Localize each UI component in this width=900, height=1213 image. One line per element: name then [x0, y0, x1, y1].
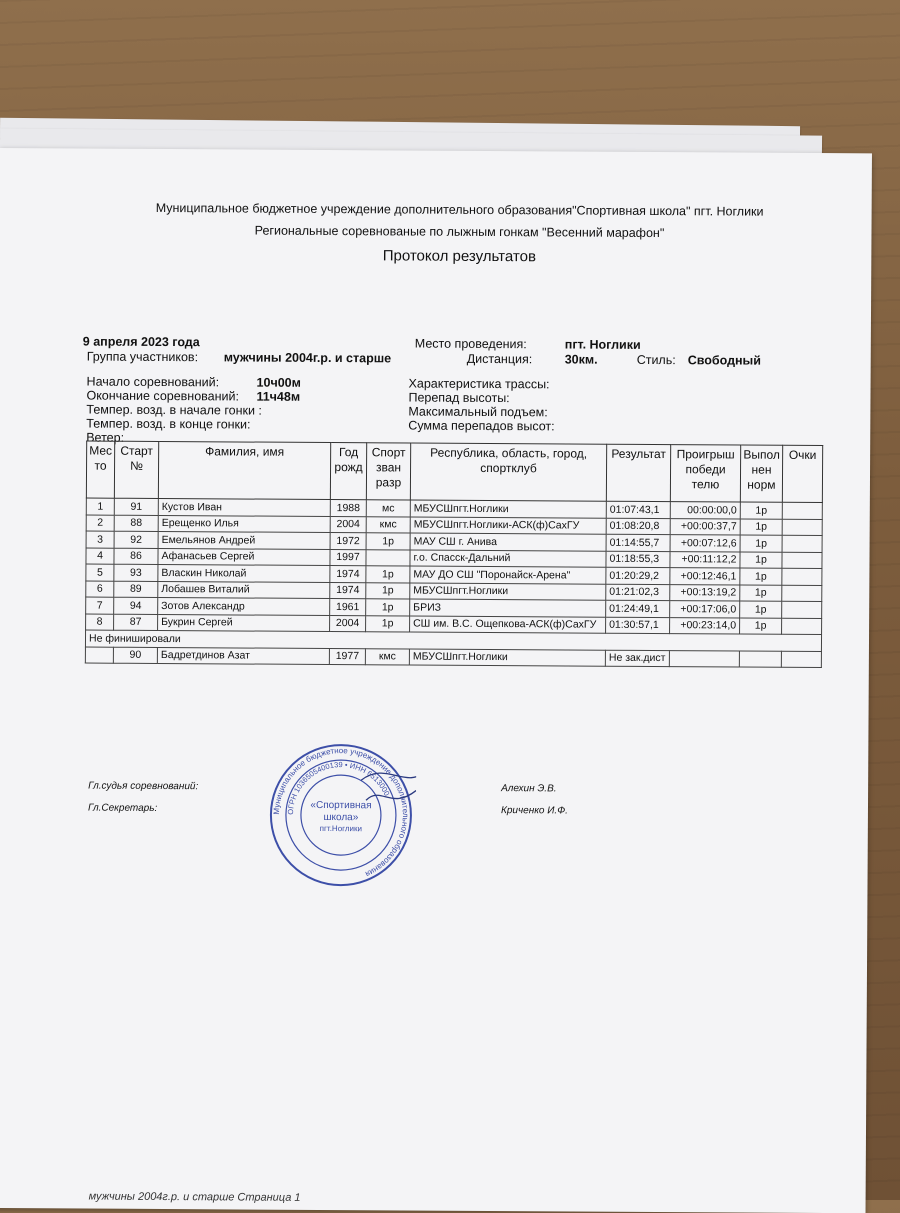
start-value: 10ч00м [256, 375, 301, 390]
group-label: Группа участников: [86, 349, 199, 365]
table-cell: 01:24:49,1 [606, 600, 670, 617]
table-cell: 01:18:55,3 [606, 551, 670, 568]
table-cell [782, 502, 822, 519]
end-label: Окончание соревнований: [86, 388, 240, 404]
organization-title: Муниципальное бюджетное учреждение дополнительного образования"Спортивная школа" пгт. Ноглики [155, 200, 764, 219]
table-cell: МБУСШпгт.Ноглики [410, 500, 606, 518]
table-cell [739, 651, 781, 668]
table-cell: +00:17:06,0 [670, 601, 740, 618]
table-cell: мс [366, 500, 410, 517]
table-cell: 1р [740, 601, 782, 618]
table-cell: +00:12:46,1 [670, 568, 740, 585]
table-cell: Ерещенко Илья [158, 515, 330, 533]
table-cell: 1р [366, 599, 410, 616]
column-header: Республика, область, город, спортклуб [410, 443, 606, 501]
table-cell [85, 647, 113, 664]
svg-text:школа»: школа» [323, 811, 359, 824]
table-cell: 2004 [330, 516, 366, 533]
table-cell [782, 519, 822, 536]
table-cell: Букрин Сергей [158, 614, 330, 632]
table-cell: Не зак.дист [605, 650, 669, 667]
table-cell: 01:08:20,8 [606, 518, 670, 535]
chief-judge-name: Алехин Э.В. [501, 783, 557, 795]
style-label: Стиль: [636, 352, 676, 368]
temp-start-label: Темпер. возд. в начале гонки : [86, 402, 262, 418]
venue-label: Место проведения: [414, 336, 527, 352]
table-cell: 1988 [330, 500, 366, 517]
table-cell: 7 [86, 597, 114, 614]
table-cell [782, 552, 822, 569]
end-value: 11ч48м [256, 389, 301, 404]
table-cell: МАУ ДО СШ "Поронайск-Арена" [410, 566, 606, 584]
table-cell [669, 650, 739, 667]
total-climb-label: Сумма перепадов высот: [408, 418, 555, 434]
table-cell: Кустов Иван [158, 498, 330, 516]
table-cell: 2004 [330, 615, 366, 632]
table-cell: 1972 [330, 533, 366, 550]
svg-text:ОГРН 1036505400139 • ИНН 65130: ОГРН 1036505400139 • ИНН 6513000 [285, 760, 392, 815]
table-cell: +00:00:37,7 [670, 518, 740, 535]
table-cell [782, 535, 822, 552]
table-cell: 1р [740, 502, 782, 519]
table-cell: 2 [86, 515, 114, 532]
table-cell: 93 [114, 564, 158, 581]
table-cell: 1р [366, 566, 410, 583]
table-cell: 1р [366, 615, 410, 632]
table-cell: +00:11:12,2 [670, 551, 740, 568]
column-header: Старт № [114, 441, 158, 498]
column-header: Спорт зван разр [366, 443, 410, 500]
table-header-row [86, 441, 822, 502]
table-cell: +00:13:19,2 [670, 584, 740, 601]
table-cell: СШ им. В.С. Ощепкова-АСК(ф)СахГУ [410, 616, 606, 634]
table-cell: 1974 [330, 582, 366, 599]
table-cell: Зотов Александр [158, 597, 330, 615]
table-cell [782, 601, 822, 618]
table-cell: Власкин Николай [158, 564, 330, 582]
table-cell: 01:14:55,7 [606, 534, 670, 551]
table-cell: 01:21:02,3 [606, 584, 670, 601]
protocol-title: Протокол результатов [382, 247, 536, 266]
table-cell: 1р [740, 552, 782, 569]
column-header: Результат [606, 444, 670, 501]
competition-title: Региональные соревнованые по лыжным гонкам "Весенний марафон" [254, 223, 665, 241]
table-cell: 91 [114, 498, 158, 515]
table-cell: 88 [114, 515, 158, 532]
table-cell: 3 [86, 531, 114, 548]
height-drop-label: Перепад высоты: [408, 390, 510, 406]
column-header: Очки [782, 445, 822, 502]
chief-secretary-name: Криченко И.Ф. [500, 805, 568, 817]
table-cell: 1р [740, 568, 782, 585]
table-cell: 1977 [329, 648, 365, 665]
school-seal-stamp [265, 740, 416, 891]
table-cell: 1р [740, 535, 782, 552]
table-cell: МБУСШпгт.Ноглики [409, 649, 605, 667]
table-cell: 87 [114, 614, 158, 631]
chief-secretary-label: Гл.Секретарь: [87, 802, 158, 814]
table-cell: кмс [365, 648, 409, 665]
table-cell: 1р [740, 519, 782, 536]
table-cell: 4 [86, 548, 114, 565]
table-cell: 01:30:57,1 [606, 617, 670, 634]
table-cell: 01:20:29,2 [606, 567, 670, 584]
temp-end-label: Темпер. возд. в конце гонки: [86, 416, 251, 432]
table-cell [366, 549, 410, 566]
table-cell: 1997 [330, 549, 366, 566]
column-header: Проигрыш победи телю [670, 445, 740, 502]
svg-text:«Спортивная: «Спортивная [310, 799, 372, 812]
table-cell: 1р [366, 582, 410, 599]
dnf-row [85, 647, 821, 668]
table-cell: МАУ СШ г. Анива [410, 533, 606, 551]
table-cell: 1р [740, 585, 782, 602]
svg-text:пгт.Ноглики: пгт.Ноглики [319, 823, 363, 834]
max-climb-label: Максимальный подъем: [408, 404, 548, 420]
table-cell: 01:07:43,1 [606, 501, 670, 518]
table-cell: БРИЗ [410, 599, 606, 617]
table-cell: +00:07:12,6 [670, 535, 740, 552]
table-cell: МБУСШпгт.Ноглики-АСК(ф)СахГУ [410, 517, 606, 535]
table-cell: 86 [114, 548, 158, 565]
table-cell: кмс [366, 516, 410, 533]
start-label: Начало соревнований: [86, 374, 220, 390]
table-cell: 94 [114, 597, 158, 614]
venue-value: пгт. Ноглики [564, 337, 641, 352]
wind-label: Ветер: [86, 430, 125, 445]
table-cell: 00:00:00,0 [670, 502, 740, 519]
table-cell: 90 [113, 647, 157, 664]
table-cell: Лобашев Виталий [158, 581, 330, 599]
table-cell: 1р [740, 618, 782, 635]
group-value: мужчины 2004г.р. и старше [223, 350, 392, 366]
distance-value: 30км. [564, 352, 598, 367]
table-cell: 89 [114, 581, 158, 598]
distance-label: Дистанция: [466, 351, 533, 367]
table-cell: Бадретдинов Азат [157, 647, 329, 665]
svg-text:Муниципальное бюджетное учрежд: Муниципальное бюджетное учреждение дополнительного образования [271, 746, 410, 879]
table-cell: Емельянов Андрей [158, 531, 330, 549]
column-header: Год рожд [330, 443, 366, 500]
column-header: Мес то [86, 441, 114, 498]
table-cell [782, 568, 822, 585]
table-cell: 1 [86, 498, 114, 515]
table-cell: Афанасьев Сергей [158, 548, 330, 566]
table-cell [781, 651, 821, 668]
track-label: Характеристика трассы: [408, 376, 550, 392]
column-header: Выпол нен норм [740, 445, 782, 502]
protocol-sheet [0, 148, 872, 1213]
table-cell [782, 585, 822, 602]
table-cell: МБУСШпгт.Ноглики [410, 583, 606, 601]
table-cell: 1974 [330, 566, 366, 583]
table-cell: 1961 [330, 599, 366, 616]
table-cell [782, 618, 822, 635]
table-cell: 92 [114, 531, 158, 548]
style-value: Свободный [687, 353, 761, 368]
table-cell: 5 [86, 564, 114, 581]
table-cell: 6 [86, 581, 114, 598]
table-cell: 8 [86, 614, 114, 631]
column-header: Фамилия, имя [158, 441, 330, 499]
event-date: 9 апреля 2023 года [82, 334, 200, 350]
page-footer: мужчины 2004г.р. и старше Страница 1 [88, 1190, 301, 1204]
table-cell: 1р [366, 533, 410, 550]
table-cell: г.о. Спасск-Дальний [410, 550, 606, 568]
results-table [85, 441, 823, 668]
table-cell: +00:23:14,0 [670, 617, 740, 634]
dnf-label: Не финишировали [85, 630, 821, 651]
chief-judge-label: Гл.судья соревнований: [88, 780, 199, 793]
